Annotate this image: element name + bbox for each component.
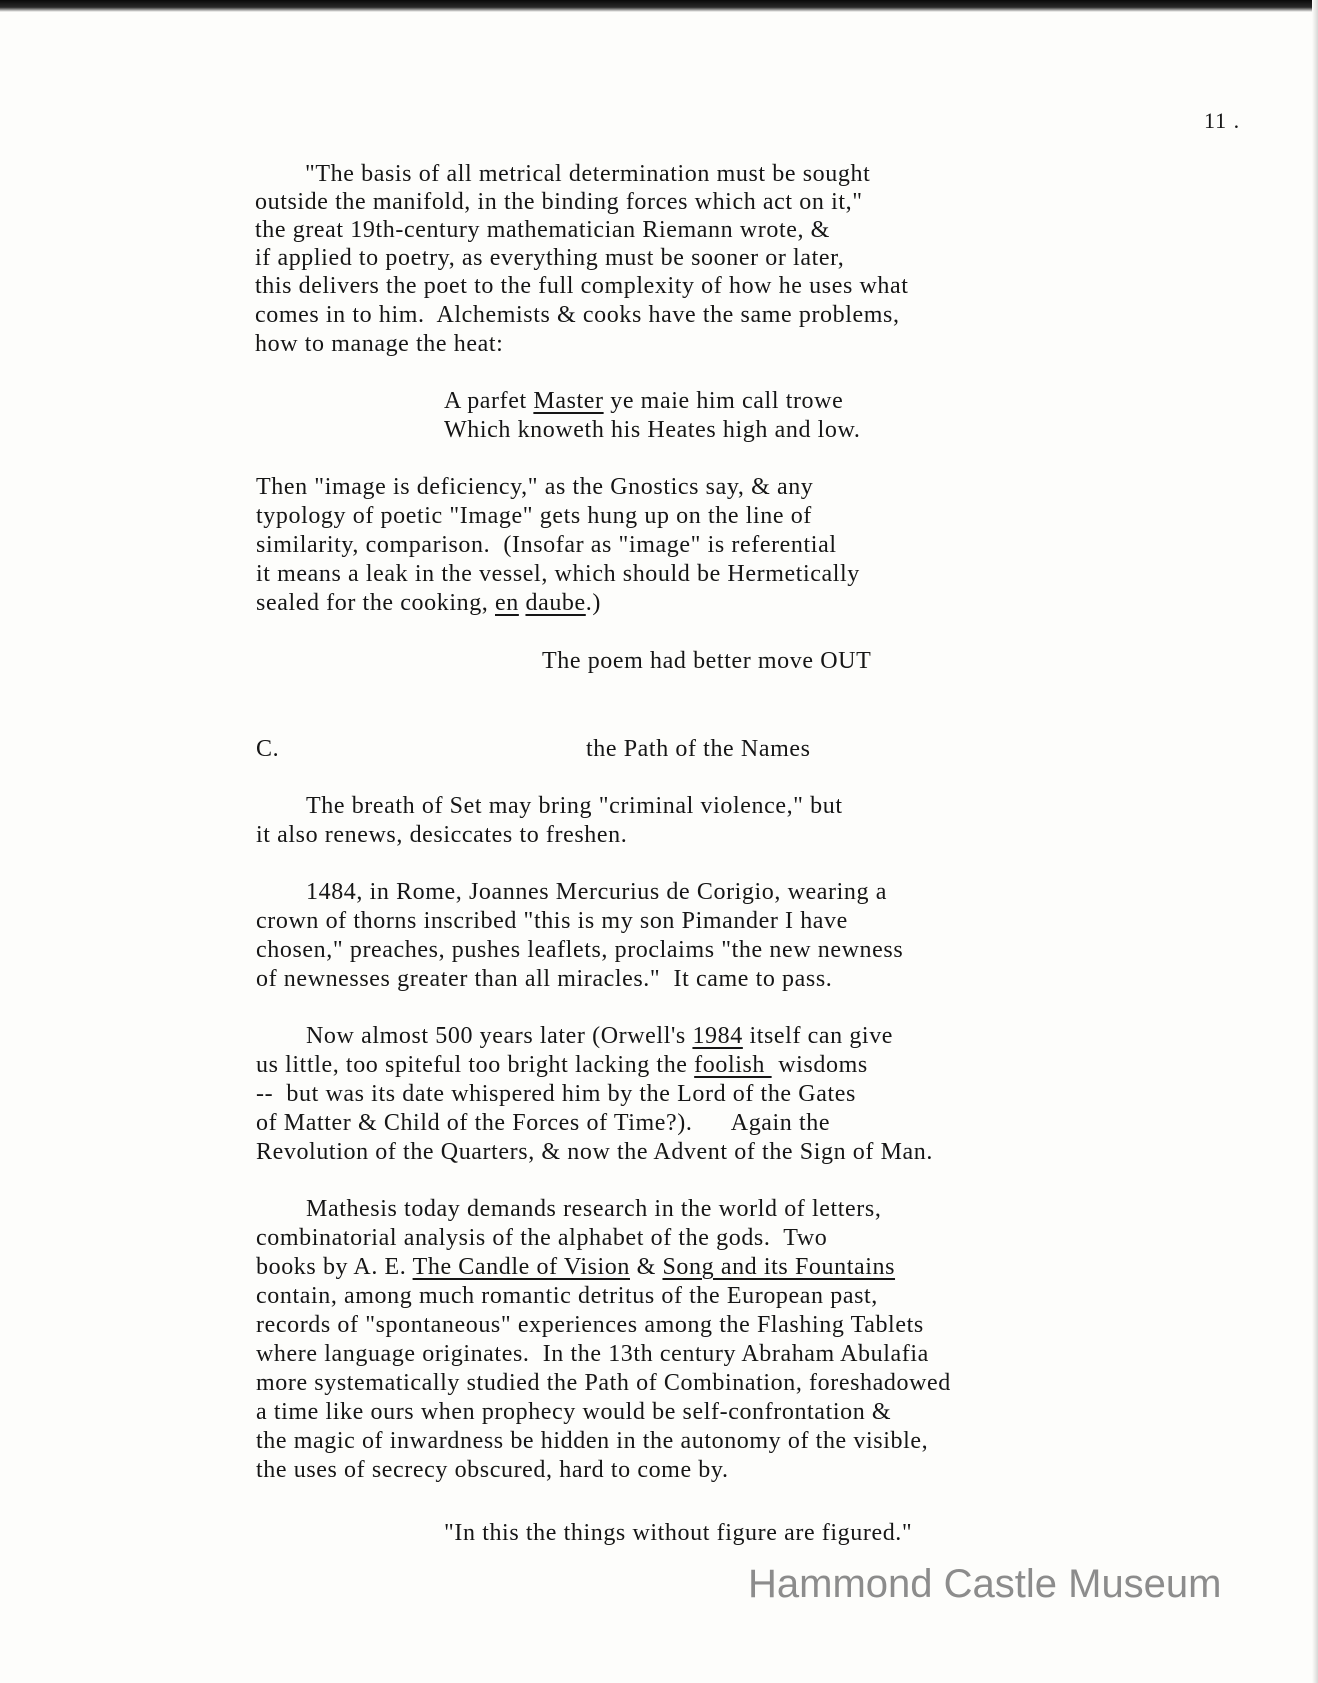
text-line: chosen," preaches, pushes leaflets, proclaims "the new newness: [256, 937, 904, 963]
text-span: Now almost 500 years later (Orwell's: [306, 1023, 693, 1049]
text-line: how to manage the heat:: [255, 331, 504, 357]
text-line: Then "image is deficiency," as the Gnostics say, & any: [256, 474, 814, 500]
text-span: us little, too spiteful too bright lacking the: [256, 1052, 695, 1078]
page-number: 11 .: [1204, 108, 1241, 133]
text-line: the magic of inwardness be hidden in the autonomy of the visible,: [256, 1428, 929, 1454]
text-line: records of "spontaneous" experiences among the Flashing Tablets: [256, 1312, 924, 1338]
book-title-candle-of-vision: The Candle of Vision: [412, 1254, 630, 1280]
text-line: -- but was its date whispered him by the Lord of the Gates: [256, 1081, 856, 1107]
text-span: itself can give: [742, 1023, 894, 1049]
poem-out-line: The poem had better move OUT: [542, 648, 872, 674]
text-line: of Matter & Child of the Forces of Time?). Again the: [256, 1110, 831, 1136]
text-line: where language originates. In the 13th century Abraham Abulafia: [256, 1341, 929, 1367]
text-span: sealed for the cooking,: [256, 590, 495, 616]
text-line: comes in to him. Alchemists & cooks have the same problems,: [255, 302, 900, 328]
text-line: more systematically studied the Path of Combination, foreshadowed: [256, 1370, 951, 1396]
verse-text: A parfet: [444, 388, 534, 414]
text-span: books by A. E.: [256, 1254, 413, 1280]
page-right-edge: [1312, 0, 1318, 1683]
text-line: [306, 1022, 893, 1050]
text-line: typology of poetic "Image" gets hung up on the line of: [256, 503, 812, 529]
text-line: outside the manifold, in the binding forces which act on it,": [255, 189, 863, 215]
text-line: [256, 589, 601, 617]
text-span: &: [630, 1254, 663, 1280]
text-line: Mathesis today demands research in the world of letters,: [306, 1196, 882, 1222]
underlined-word-en: en: [495, 590, 519, 616]
text-line: [256, 1253, 895, 1281]
text-line: a time like ours when prophecy would be self-confrontation &: [256, 1399, 892, 1425]
text-line: similarity, comparison. (Insofar as "image" is referential: [256, 532, 837, 558]
text-line: if applied to poetry, as everything must be sooner or later,: [255, 245, 845, 271]
text-line: the great 19th-century mathematician Riemann wrote, &: [255, 217, 830, 243]
verse-line-2: Which knoweth his Heates high and low.: [444, 417, 861, 443]
text-line: it means a leak in the vessel, which should be Hermetically: [256, 561, 860, 587]
underlined-word-1984: 1984: [692, 1023, 743, 1049]
verse-line-1: [444, 387, 843, 415]
text-span: .): [585, 590, 601, 616]
underlined-word-master: Master: [533, 388, 604, 414]
verse-text: ye maie him call trowe: [603, 388, 844, 414]
text-line: 1484, in Rome, Joannes Mercurius de Corigio, wearing a: [306, 879, 887, 905]
text-line: this delivers the poet to the full complexity of how he uses what: [255, 273, 909, 299]
underlined-word-daube: daube: [525, 590, 586, 616]
text-line: Revolution of the Quarters, & now the Advent of the Sign of Man.: [256, 1139, 933, 1165]
text-line: combinatorial analysis of the alphabet of the gods. Two: [256, 1225, 828, 1251]
section-title: the Path of the Names: [586, 736, 811, 762]
text-line: it also renews, desiccates to freshen.: [256, 822, 628, 848]
text-line: of newnesses greater than all miracles." It came to pass.: [256, 966, 833, 992]
watermark: Hammond Castle Museum: [748, 1562, 1222, 1606]
text-line: [256, 1051, 868, 1079]
text-line: the uses of secrecy obscured, hard to come by.: [256, 1457, 729, 1483]
underlined-word-foolish: foolish: [694, 1052, 772, 1078]
text-line: The breath of Set may bring "criminal violence," but: [306, 793, 843, 819]
section-letter: C.: [256, 736, 280, 762]
text-line: "The basis of all metrical determination must be sought: [305, 161, 871, 187]
book-title-song-and-its-fountains: Song and its Fountains: [662, 1254, 896, 1280]
page-top-edge: [0, 0, 1318, 12]
final-quote: "In this the things without figure are figured.": [444, 1520, 913, 1546]
text-line: contain, among much romantic detritus of the European past,: [256, 1283, 878, 1309]
text-span: wisdoms: [771, 1052, 868, 1078]
text-line: crown of thorns inscribed "this is my son Pimander I have: [256, 908, 848, 934]
